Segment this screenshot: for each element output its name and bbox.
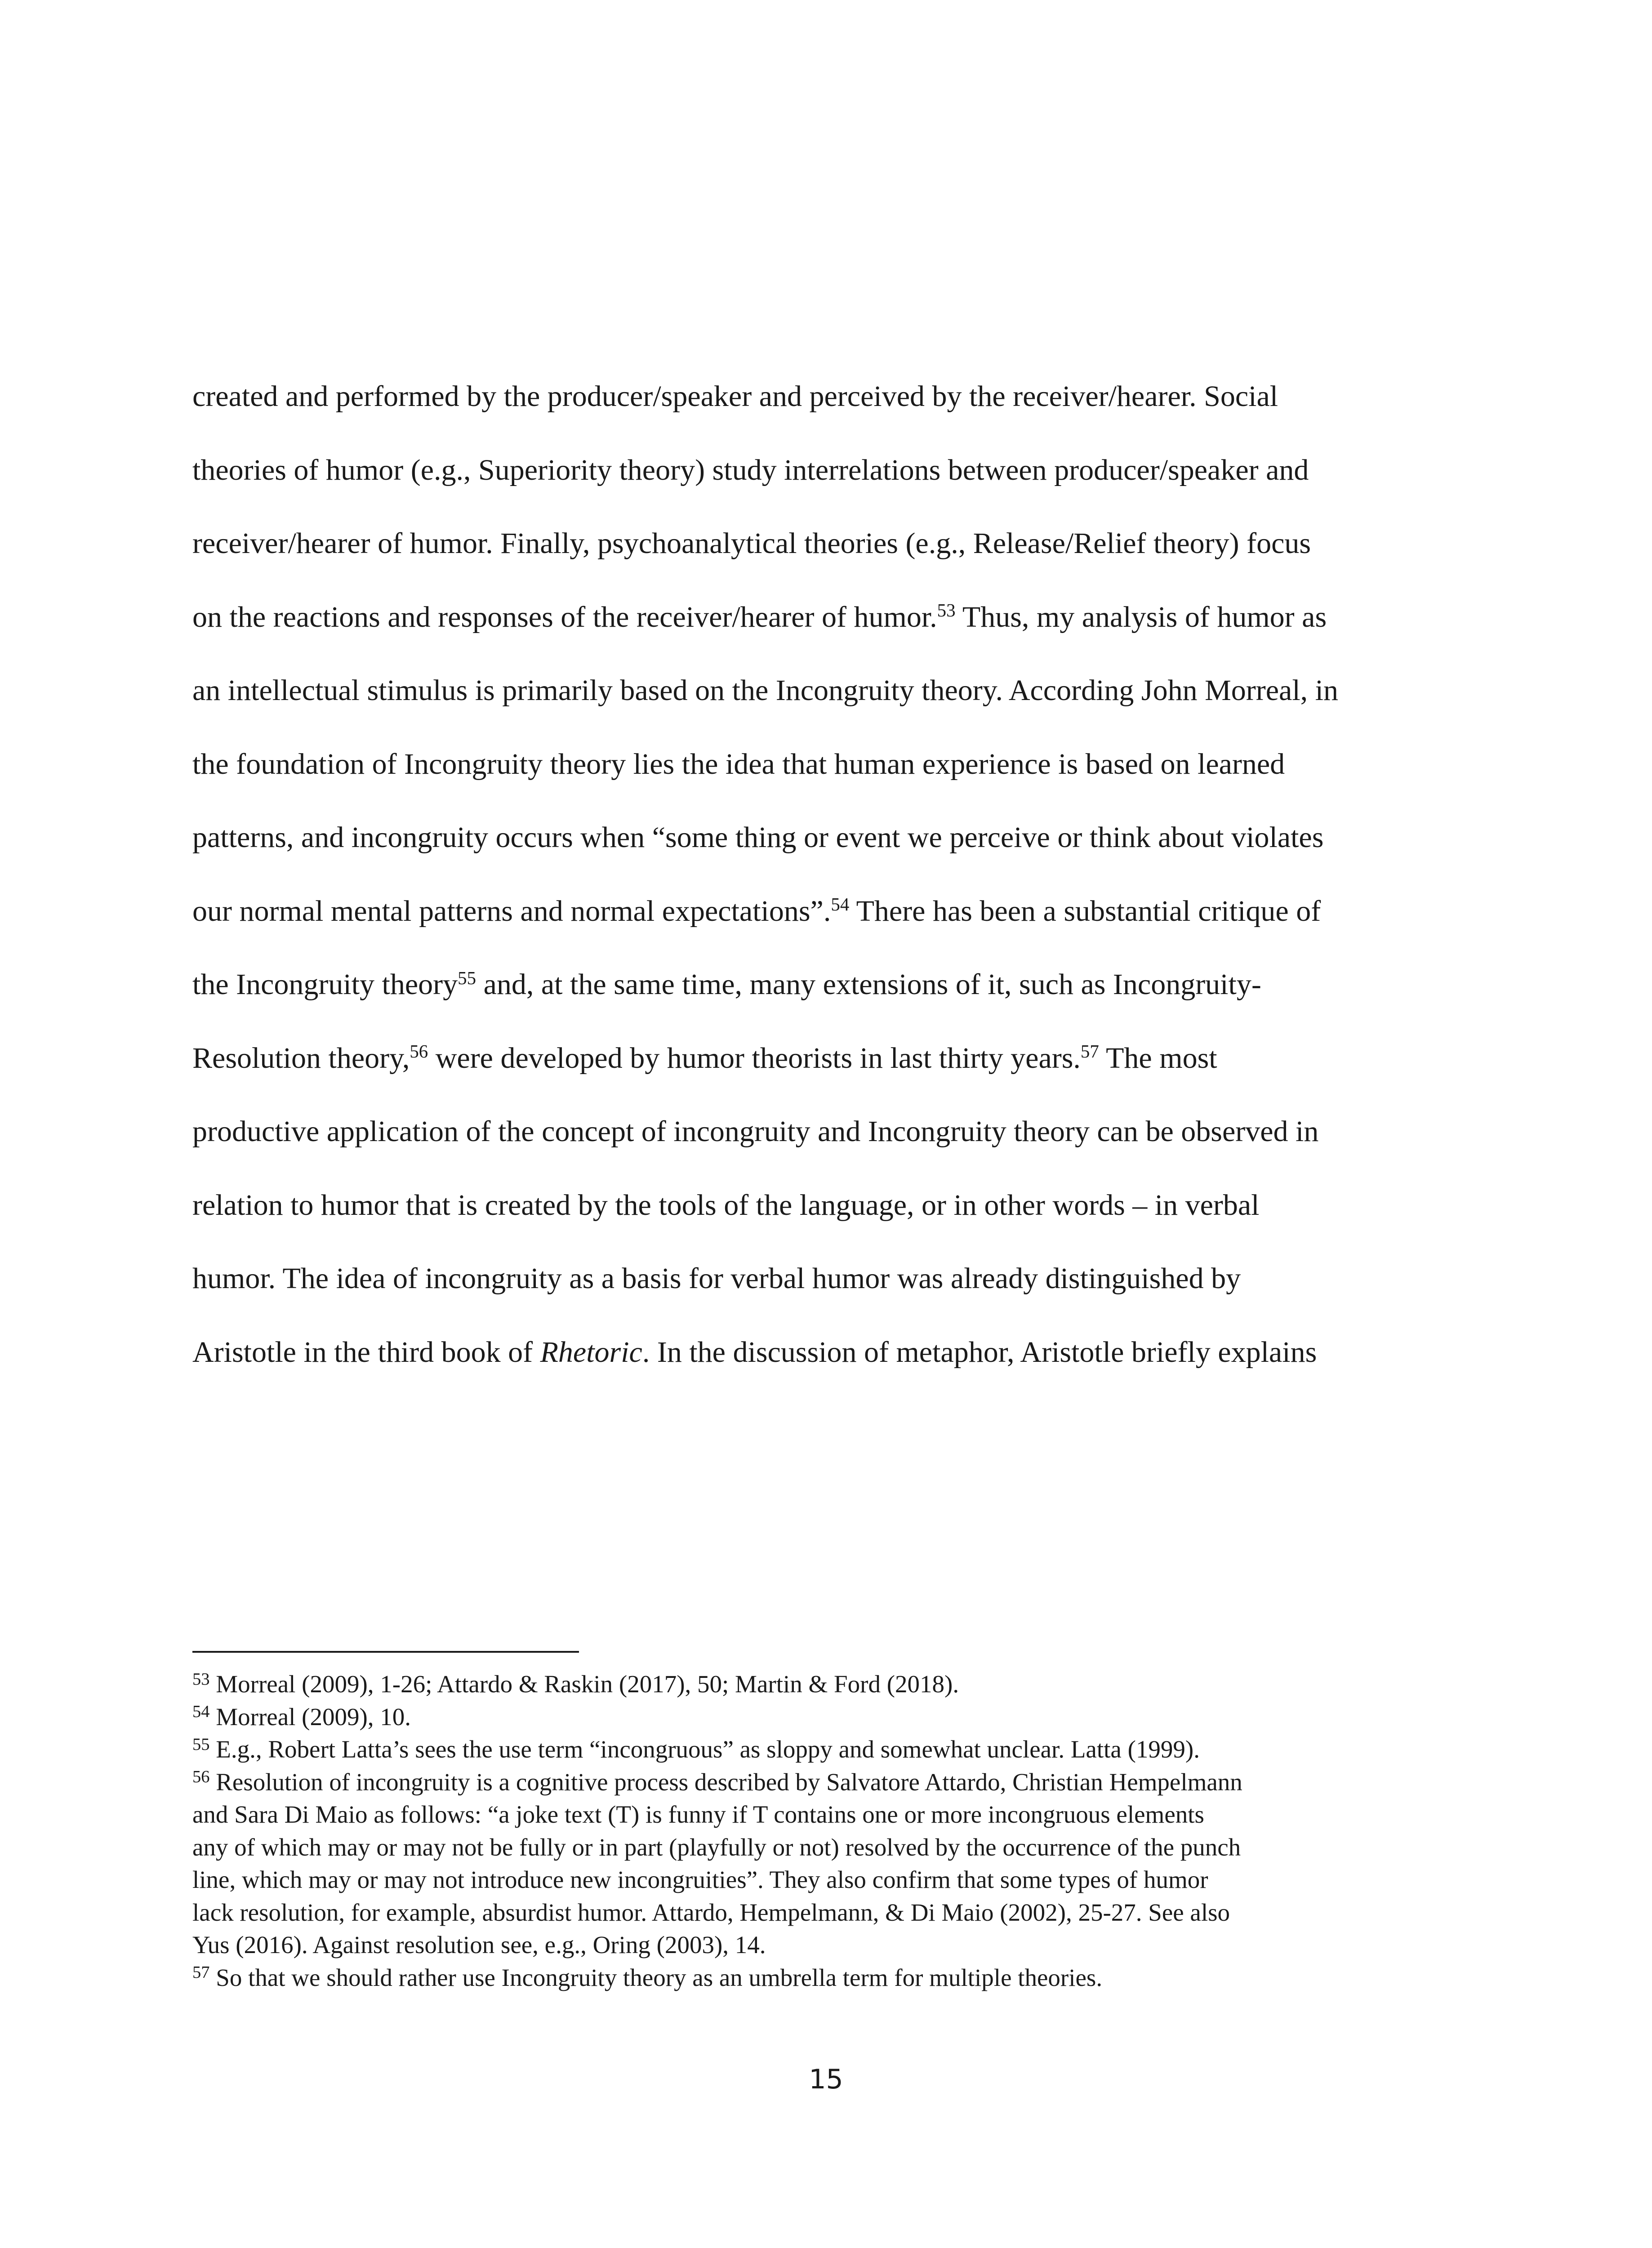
footnote-line: $^{56}$ Resolution of incongruity is a cognitive process described by Salvatore Attardo, Christian Hempelmann bbox=[192, 1767, 1242, 1796]
footnote-line: and Sara Di Maio as follows: “a joke text (T) is funny if T contains one or more incongruous elements bbox=[192, 1801, 1204, 1828]
body-line: receiver/hearer of humor. Finally, psychoanalytical theories (e.g., Release/Relief theory) focus bbox=[192, 527, 1311, 560]
body-line: an intellectual stimulus is primarily based on the Incongruity theory. According John Morreal, in bbox=[192, 674, 1338, 707]
body-line: Aristotle in the third book of Rhetoric. In the discussion of metaphor, Aristotle briefly explains bbox=[192, 1335, 1317, 1369]
body-line: the foundation of Incongruity theory lies the idea that human experience is based on learned bbox=[192, 747, 1285, 781]
body-line: humor. The idea of incongruity as a basis for verbal humor was already distinguished by bbox=[192, 1262, 1241, 1295]
body-line: our normal mental patterns and normal expectations”.$^{54}$ There has been a substantial critique of bbox=[192, 894, 1321, 928]
footnotes bbox=[192, 1668, 1451, 1994]
body-paragraph bbox=[192, 360, 1424, 1389]
footnote-line: Yus (2016). Against resolution see, e.g., Oring (2003), 14. bbox=[192, 1931, 766, 1958]
body-line: patterns, and incongruity occurs when “some thing or event we perceive or think about violates bbox=[192, 821, 1324, 854]
footnote-number: 55 bbox=[192, 1735, 210, 1754]
footnote-line: $^{57}$ So that we should rather use Incongruity theory as an umbrella term for multiple theories. bbox=[192, 1963, 1103, 1991]
body-line: created and performed by the producer/speaker and perceived by the receiver/hearer. Social bbox=[192, 380, 1278, 413]
footnote-line: $^{55}$ E.g., Robert Latta’s sees the use term “incongruous” as sloppy and somewhat unclear. Latta (1999). bbox=[192, 1735, 1200, 1763]
body-line: productive application of the concept of incongruity and Incongruity theory can be observed in bbox=[192, 1115, 1319, 1148]
footnote-line: lack resolution, for example, absurdist humor. Attardo, Hempelmann, & Di Maio (2002), 25-27. See also bbox=[192, 1898, 1230, 1926]
body-line: theories of humor (e.g., Superiority theory) study interrelations between producer/speaker and bbox=[192, 453, 1309, 486]
body-line: on the reactions and responses of the receiver/hearer of humor.$^{53}$ Thus, my analysis of humor as bbox=[192, 600, 1327, 633]
footnote-number: 56 bbox=[192, 1767, 210, 1787]
footnote-line: $^{53}$ Morreal (2009), 1-26; Attardo & Raskin (2017), 50; Martin & Ford (2018). bbox=[192, 1669, 959, 1698]
footnote-number: 54 bbox=[192, 1702, 210, 1722]
page-number: 15 bbox=[809, 2064, 843, 2095]
body-line: relation to humor that is created by the tools of the language, or in other words – in verbal bbox=[192, 1188, 1260, 1222]
footnote-ref: 53 bbox=[937, 600, 956, 620]
footnote-ref: 54 bbox=[831, 894, 850, 914]
footnote-line: line, which may or may not introduce new incongruities”. They also confirm that some types of humor bbox=[192, 1866, 1208, 1893]
body-line: the Incongruity theory$^{55}$ and, at the same time, many extensions of it, such as Incongruity- bbox=[192, 968, 1261, 1001]
italic-title: Rhetoric bbox=[540, 1335, 642, 1369]
footnote-line: $^{54}$ Morreal (2009), 10. bbox=[192, 1702, 411, 1731]
footnote-ref: 56 bbox=[410, 1041, 428, 1062]
footnote-number: 53 bbox=[192, 1669, 210, 1689]
footnote-number: 57 bbox=[192, 1963, 210, 1982]
footnote-line: any of which may or may not be fully or in part (playfully or not) resolved by the occurrence of the punch bbox=[192, 1833, 1241, 1861]
footnote-separator bbox=[192, 1651, 579, 1653]
footnote-ref: 57 bbox=[1080, 1041, 1099, 1062]
footnote-ref: 55 bbox=[458, 968, 476, 988]
body-line: Resolution theory,$^{56}$ were developed by humor theorists in last thirty years.$^{57}$ The most bbox=[192, 1041, 1217, 1075]
